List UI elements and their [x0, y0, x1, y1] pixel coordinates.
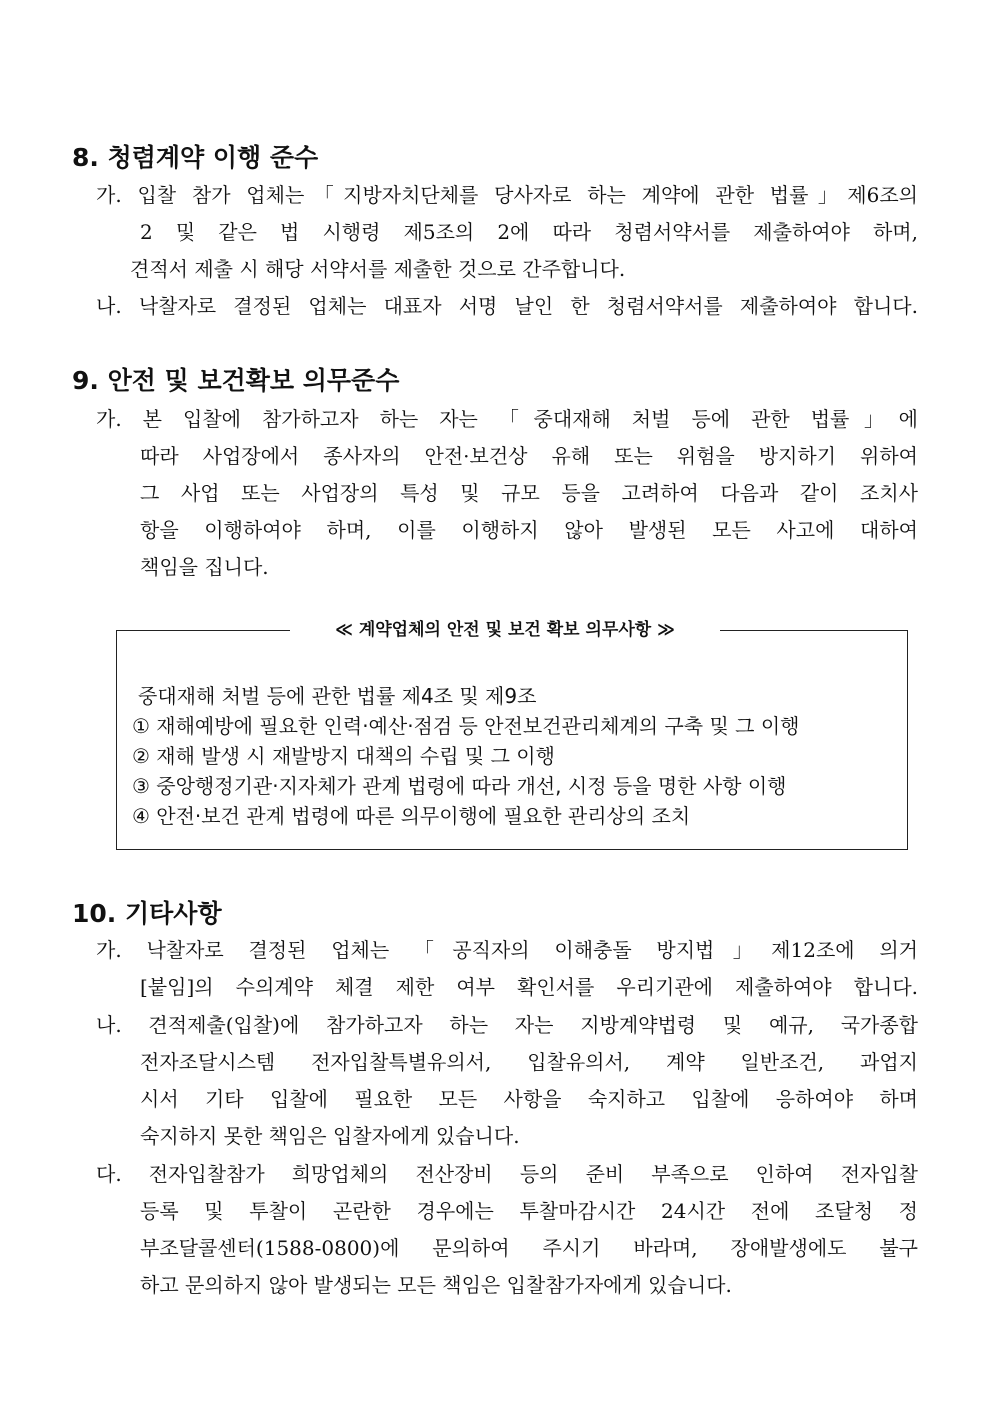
- section-9-line: 책임을 집니다.: [140, 555, 269, 579]
- section-10-line: 다. 전자입찰참가 희망업체의 전산장비 등의 준비 부족으로 인하여 전자입찰: [96, 1162, 918, 1186]
- obligation-item: ① 재해예방에 필요한 인력·예산·점검 등 안전보건관리체계의 구축 및 그 이행: [132, 714, 800, 738]
- section-10-line: 등록 및 투찰이 곤란한 경우에는 투찰마감시간 24시간 전에 조달청 정: [140, 1199, 918, 1223]
- section-10-line: 부조달콜센터(1588-0800)에 문의하여 주시기 바라며, 장애발생에도 불구: [140, 1236, 918, 1260]
- obligation-item: ③ 중앙행정기관·지자체가 관계 법령에 따라 개선, 시정 등을 명한 사항 이행: [132, 774, 787, 798]
- obligations-box-subtitle: 중대재해 처벌 등에 관한 법률 제4조 및 제9조: [138, 684, 537, 708]
- section-8-line: 나. 낙찰자로 결정된 업체는 대표자 서명 날인 한 청렴서약서를 제출하여야 합니다.: [96, 294, 918, 318]
- section-10-line: [붙임]의 수의계약 체결 제한 여부 확인서를 우리기관에 제출하여야 합니다.: [140, 975, 918, 999]
- section-8-line: 가. 입찰 참가 업체는「지방자치단체를 당사자로 하는 계약에 관한 법률」제6조의: [96, 183, 918, 207]
- section-10-line: 가. 낙찰자로 결정된 업체는 「공직자의 이해충돌 방지법」제12조에 의거: [96, 938, 918, 962]
- section-9-line: 그 사업 또는 사업장의 특성 및 규모 등을 고려하여 다음과 같이 조치사: [140, 481, 918, 505]
- obligation-item: ② 재해 발생 시 재발방지 대책의 수립 및 그 이행: [132, 744, 555, 768]
- section-10-line: 하고 문의하지 않아 발생되는 모든 책임은 입찰참가자에게 있습니다.: [140, 1273, 732, 1297]
- section-9-line: 가. 본 입찰에 참가하고자 하는 자는 「중대재해 처벌 등에 관한 법률」에: [96, 407, 918, 431]
- section-10-line: 전자조달시스템 전자입찰특별유의서, 입찰유의서, 계약 일반조건, 과업지: [140, 1050, 918, 1074]
- obligations-box-title: ≪ 계약업체의 안전 및 보건 확보 의무사항 ≫: [290, 617, 720, 643]
- obligation-item: ④ 안전·보건 관계 법령에 따른 의무이행에 필요한 관리상의 조치: [132, 804, 691, 828]
- section-10-heading: 10. 기타사항: [72, 899, 222, 928]
- section-9-heading: 9. 안전 및 보건확보 의무준수: [72, 366, 400, 395]
- section-10-line: 시서 기타 입찰에 필요한 모든 사항을 숙지하고 입찰에 응하여야 하며: [140, 1087, 918, 1111]
- section-8-line: 견적서 제출 시 해당 서약서를 제출한 것으로 간주합니다.: [130, 257, 626, 281]
- section-9-line: 따라 사업장에서 종사자의 안전·보건상 유해 또는 위험을 방지하기 위하여: [140, 444, 918, 468]
- section-8-line: 2 및 같은 법 시행령 제5조의 2에 따라 청렴서약서를 제출하여야 하며,: [140, 220, 918, 244]
- section-10-line: 숙지하지 못한 책임은 입찰자에게 있습니다.: [140, 1124, 520, 1148]
- section-8-heading: 8. 청렴계약 이행 준수: [72, 143, 319, 172]
- section-9-line: 항을 이행하여야 하며, 이를 이행하지 않아 발생된 모든 사고에 대하여: [140, 518, 918, 542]
- section-10-line: 나. 견적제출(입찰)에 참가하고자 하는 자는 지방계약법령 및 예규, 국가종합: [96, 1013, 918, 1037]
